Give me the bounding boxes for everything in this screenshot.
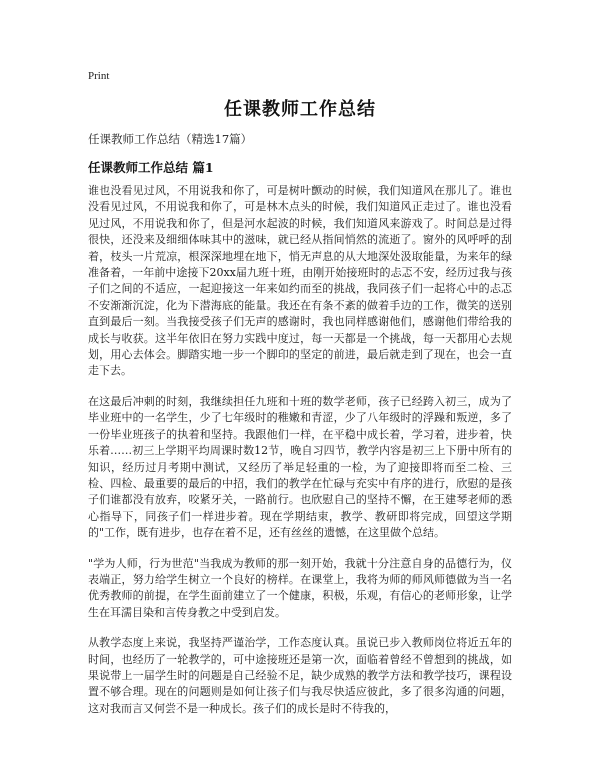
- document-body: [88, 183, 512, 731]
- paragraph-4: 从教学态度上来说，我坚持严谨治学，工作态度认真。虽说已步入教师岗位将近五年的时间，也经历了一轮教学的，可中途接班还是第一次，面临着曾经不曾想到的挑战，如果说带上一届学生时的问题是自己经验不足，缺少成熟的教学方法和教学技巧，课程设置不够合理。现在的问题则是如何让孩子们与我尽快适应彼此，多了很多沟通的问题，这对我而言又何尝不是一种成长。孩子们的成长是时不待我的，: [88, 636, 512, 715]
- page-title: 任课教师工作总结: [224, 99, 376, 120]
- paragraph-2: 在这最后冲刺的时刻，我继续担任九班和十班的数学老师，孩子已经跨入初三，成为了毕业班中的一名学生，少了七年级时的稚嫩和青涩，少了八年级时的浮躁和叛逆，多了一份毕业班孩子的执着和坚持。我跟他们一样，在平稳中成长着，学习着，进步着，快乐着……初三上学期平均周课时数12节，晚自习四节，教学内容是初三上下册中所有的知识，经历过月考期中测试，又经历了举足轻重的一检，为了迎接即将而至二检、三检、四检、最重要的最后的中招，我们的教学在忙碌与充实中有序的进行，欣慰的是孩子们谁都没有放弃，咬紧牙关，一路前行。也欣慰自己的坚持不懈，在王建琴老师的悉心指导下，同孩子们一样进步着。现在学期结束，教学、教研即将完成，回望这学期的"工作，既有进步，也存在着不足，还有丝丝的遗憾，在这里做个总结。: [88, 394, 512, 540]
- paragraph-3: "学为人师，行为世范"当我成为教师的那一刻开始，我就十分注意自身的品德行为，仪表端正，努力给学生树立一个良好的榜样。在课堂上，我将为师的师风师德做为当一名优秀教师的前提，在学生面前建立了一个健康，积极，乐观，有信心的老师形象，让学生在耳濡目染和言传身教之中受到启发。: [88, 556, 512, 619]
- print-label: Print: [88, 70, 110, 82]
- section-heading: 任课教师工作总结 篇1: [88, 160, 214, 175]
- paragraph-1: 谁也没看见过风，不用说我和你了，可是树叶颤动的时候，我们知道风在那儿了。谁也没看见过风，不用说我和你了，可是林木点头的时候，我们知道风正走过了。谁也没看见过风，不用说我和你了，但是河水起波的时候，我们知道风来游戏了。时间总是过得很快，还没来及细细体味其中的滋味，就已经从指间悄然的流逝了。窗外的风呼呼的刮着，枝头一片荒凉，根深深地埋在地下，悄无声息的从大地深处汲取能量，为来年的绿准备着，一年前中途接下20xx届九班十班，由刚开始接班时的忐忑不安，经历过我与孩子们之间的不适应，一起迎接这一年来如约而至的挑战，我同孩子们一起将心中的忐忑不安渐渐沉淀，化为下潜海底的能量。我还在有条不紊的做着手边的工作，微笑的送别直到最后一刻。当我接受孩子们无声的感谢时，我也同样感谢他们，感谢他们带给我的成长与收获。这半年依旧在努力实践中度过，每一天都是一个挑战，每一天都用心去规划，用心去体会。脚踏实地一步一个脚印的坚定的前进，最后就走到了现在，也会一直走下去。: [88, 184, 512, 378]
- document-subtitle: 任课教师工作总结（精选17篇）: [88, 132, 253, 146]
